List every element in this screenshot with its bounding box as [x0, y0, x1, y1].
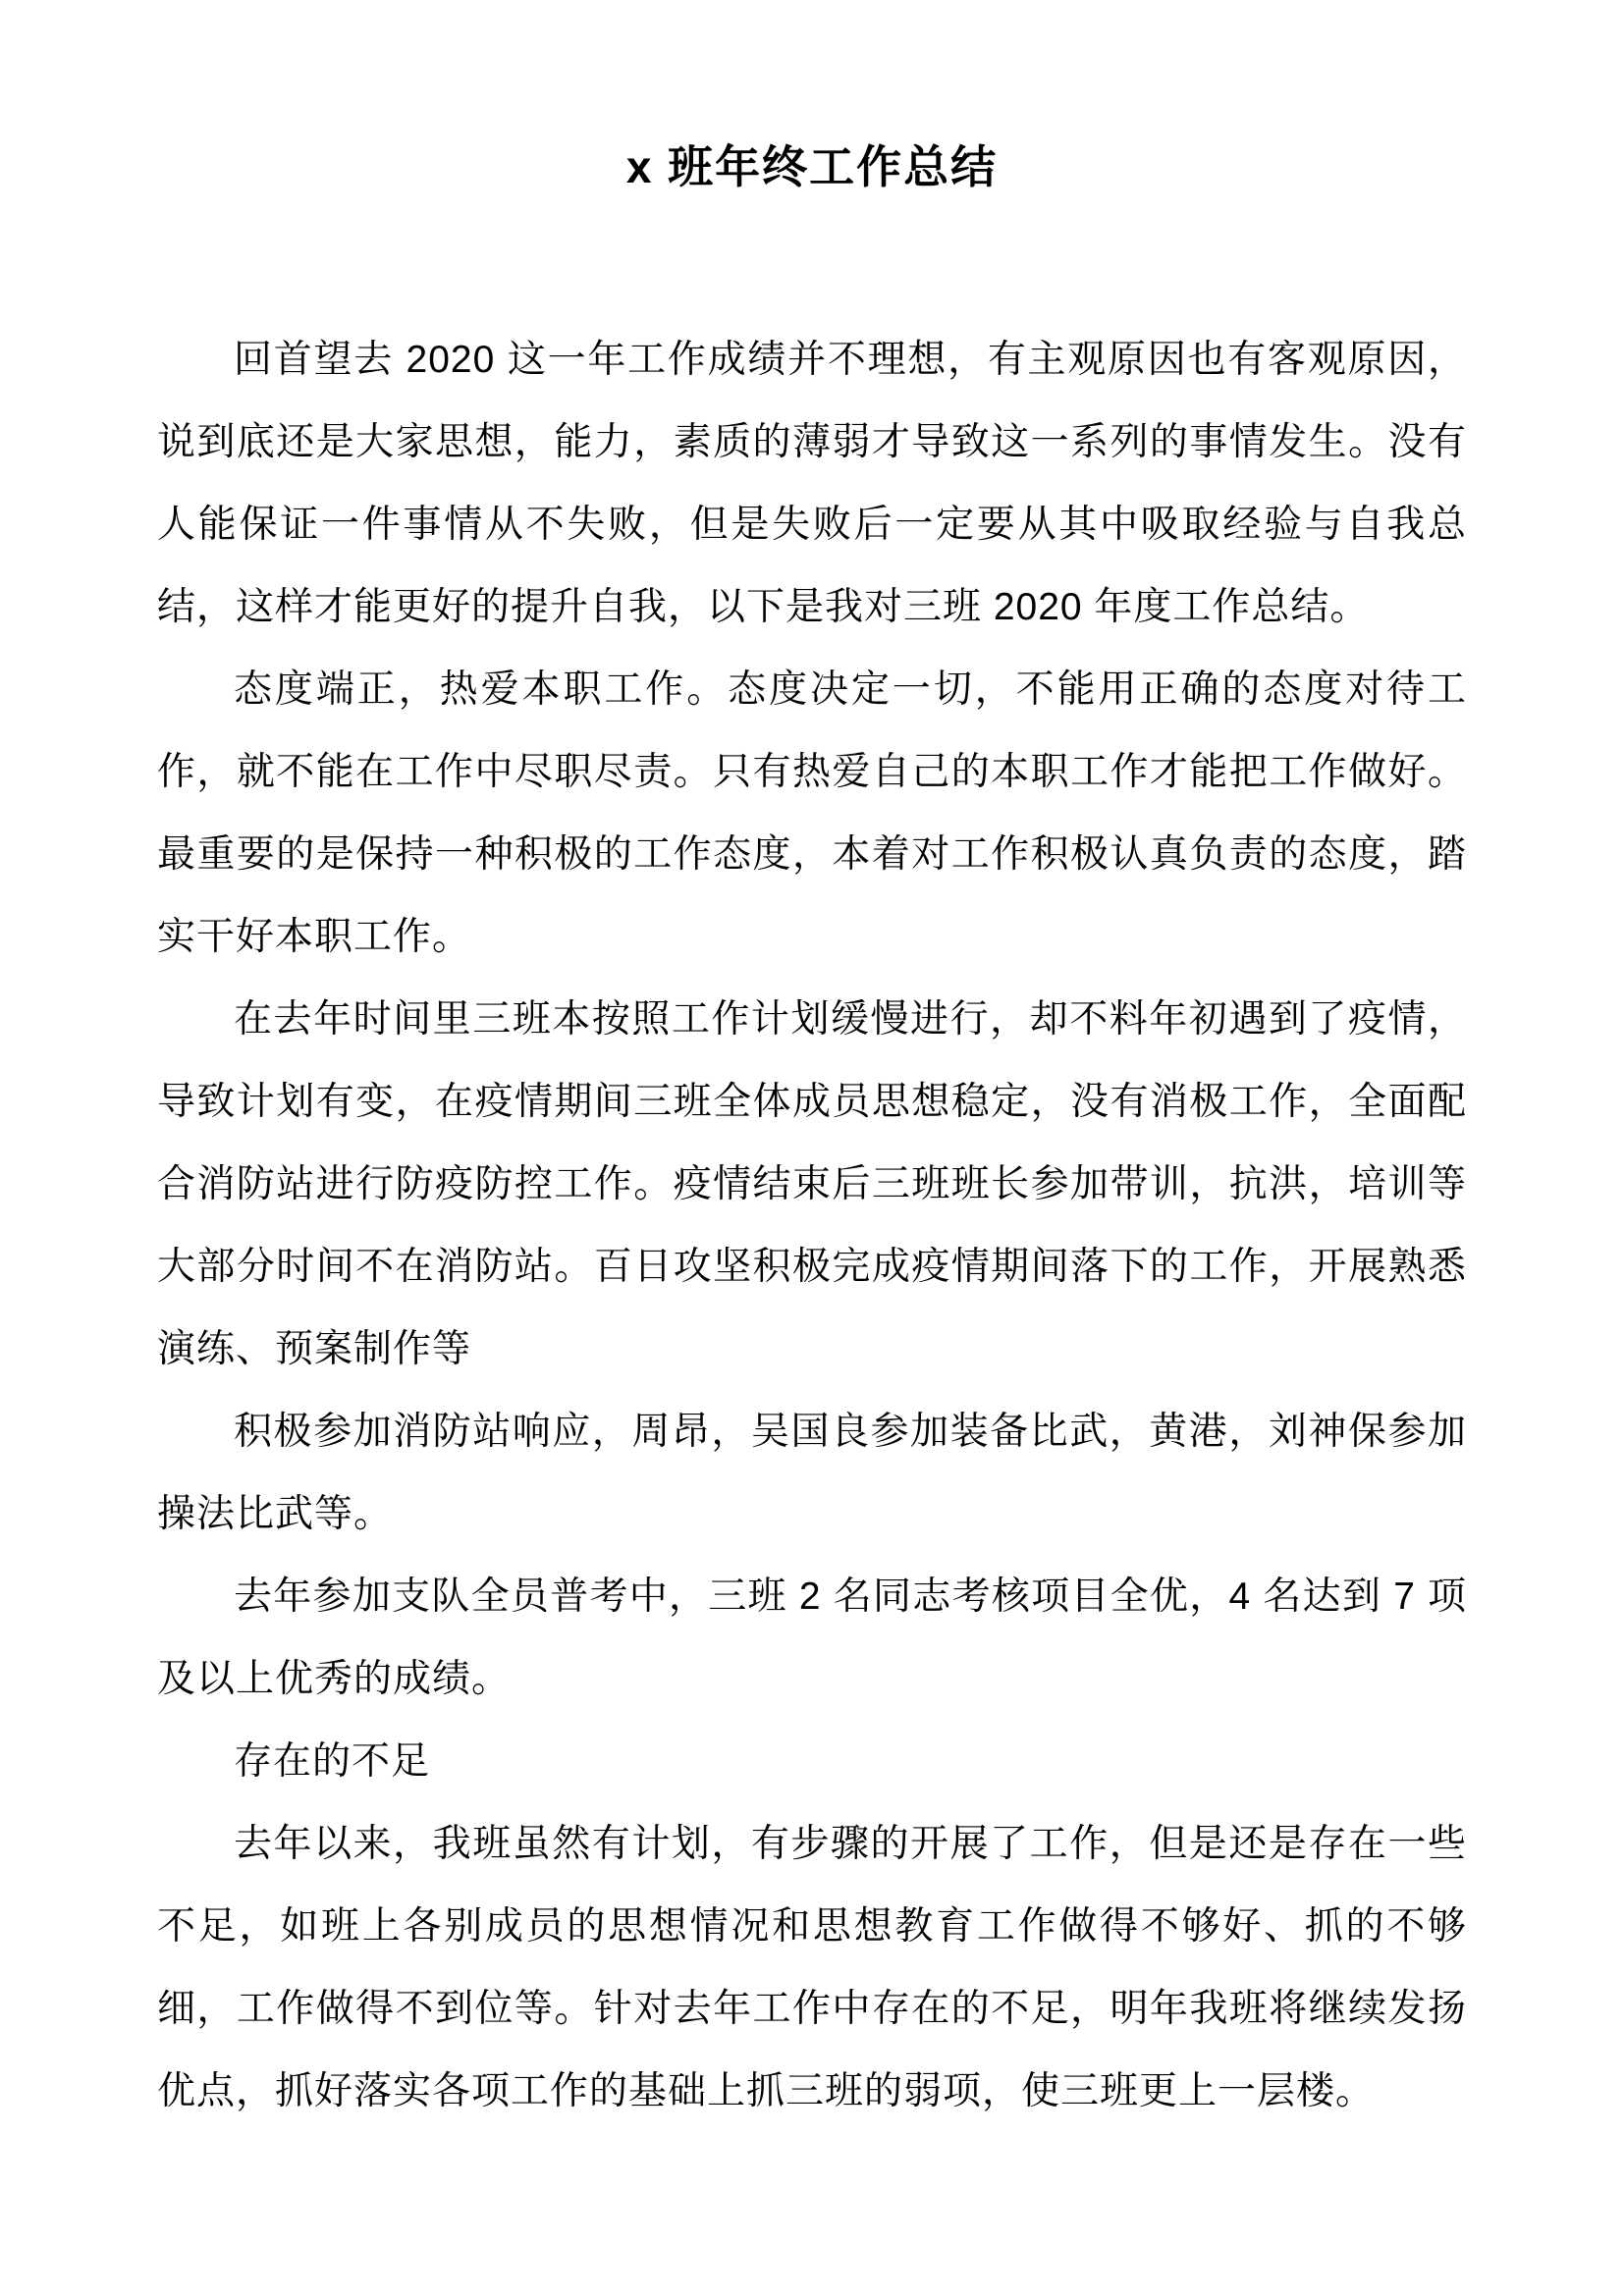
paragraph-shortcomings-detail: 去年以来，我班虽然有计划，有步骤的开展了工作，但是还是存在一些不足，如班上各别成员的思想情况和思想教育工作做得不够好、抓的不够细，工作做得不到位等。针对去年工作中存在的不足，明年我班将继续发扬优点，抓好落实各项工作的基础上抓三班的弱项，使三班更上一层楼。	[157, 1823, 1467, 2112]
paragraph-attitude: 态度端正，热爱本职工作。态度决定一切，不能用正确的态度对待工作，就不能在工作中尽职尽责。只有热爱自己的本职工作才能把工作做好。最重要的是保持一种积极的工作态度，本着对工作积极认真负责的态度，踏实干好本职工作。	[157, 668, 1467, 958]
paragraph-shortcomings-heading: 存在的不足	[234, 1740, 431, 1783]
paragraph-intro: 回首望去 2020 这一年工作成绩并不理想，有主观原因也有客观原因，说到底还是大家思想，能力，素质的薄弱才导致这一系列的事情发生。没有人能保证一件事情从不失败，但是失败后一定要从其中吸取经验与自我总结，这样才能更好的提升自我，以下是我对三班 2020 年度工作总结。	[157, 339, 1467, 628]
paragraph-competitions: 积极参加消防站响应，周昂，吴国良参加装备比武，黄港，刘神保参加操法比武等。	[157, 1411, 1467, 1535]
paragraph-assessment: 去年参加支队全员普考中，三班 2 名同志考核项目全优，4 名达到 7 项及以上优秀的成绩。	[157, 1575, 1467, 1700]
paragraph-epidemic-work: 在去年时间里三班本按照工作计划缓慢进行，却不料年初遇到了疫情，导致计划有变，在疫情期间三班全体成员思想稳定，没有消极工作，全面配合消防站进行防疫防控工作。疫情结束后三班班长参加带训，抗洪，培训等大部分时间不在消防站。百日攻坚积极完成疫情期间落下的工作，开展熟悉演练、预案制作等	[157, 998, 1467, 1370]
document-body	[157, 319, 1467, 2133]
document-title: x 班年终工作总结	[625, 141, 999, 192]
